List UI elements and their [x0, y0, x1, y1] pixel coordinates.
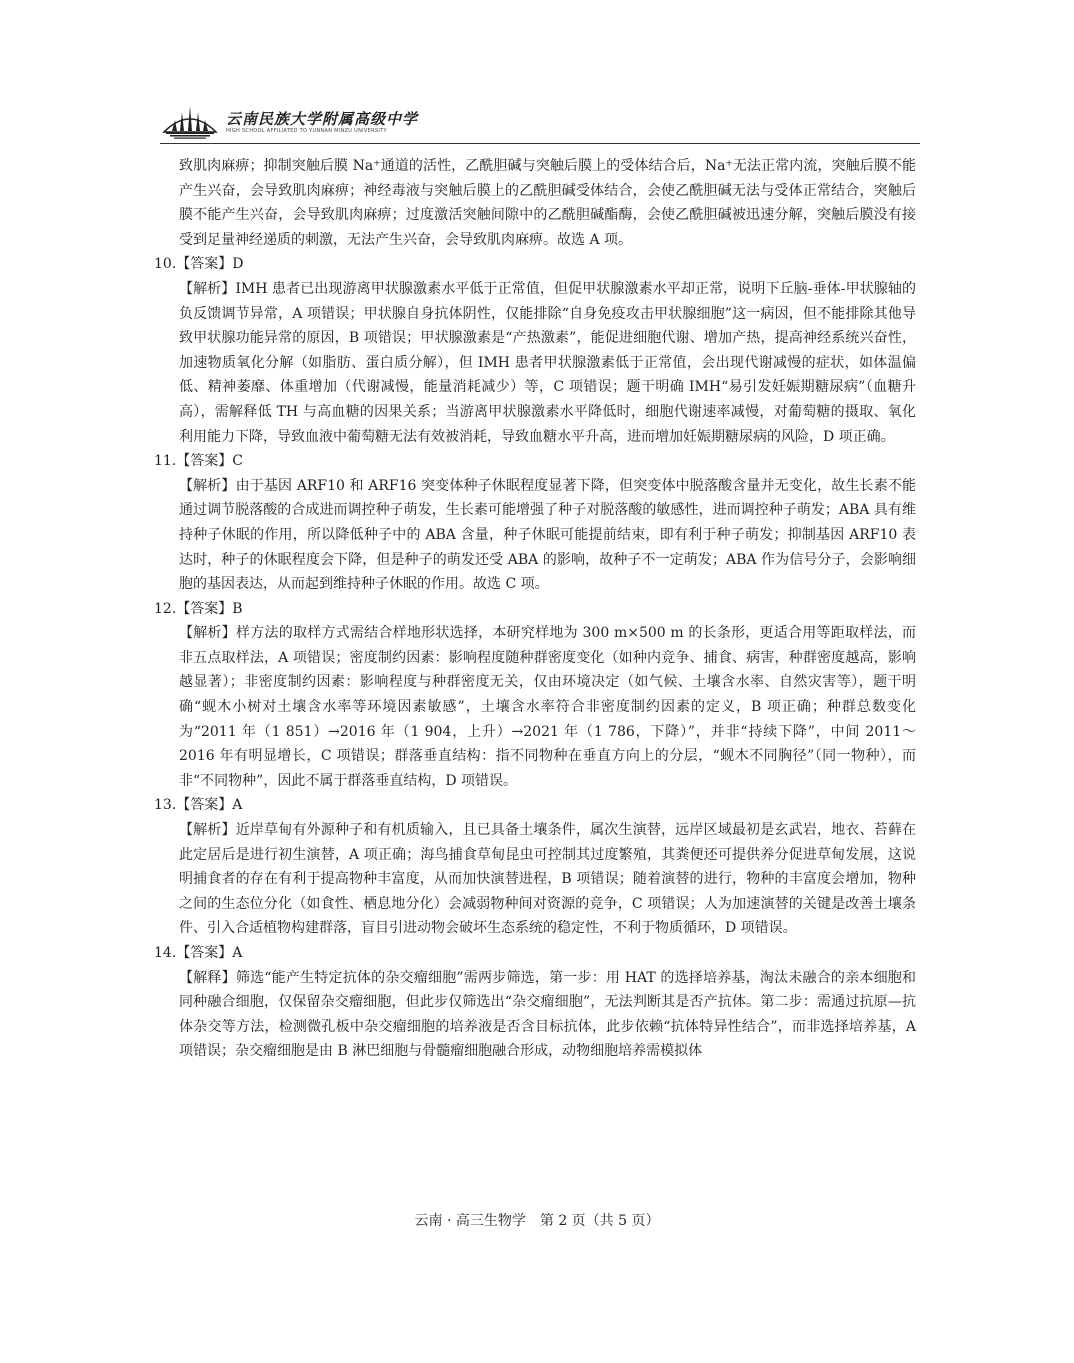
school-name: 云南民族大学附属高级中学 [226, 110, 419, 128]
q14-answer: 14.【答案】A [154, 945, 243, 961]
school-name-english: HIGH SCHOOL AFFILIATED TO YUNNAN MINZU UNIVERSITY [226, 128, 387, 134]
q12-answer: 12.【答案】B [154, 600, 243, 617]
q11-analysis: 【解析】由于基因 ARF10 和 ARF16 突变体种子休眠程度显著下降，但突变体中脱落酸含量并无变化，故生长素不能通过调节脱落酸的合成进而调控种子萌发，生长素可能增强了种子对脱落酸的敏感性，进而调控种子萌发；ABA 具有维持种子休眠的作用，所以降低种子中的 ABA 含量，种子休眠可能提前结束，即有利于种子萌发；抑制基因 ARF10 表达时，种子的休眠程度会下降，但是种子的萌发还受 ABA 的影响，故种子不一定萌发；ABA 作为信号分子，会影响细胞的基因表达，从而起到维持种子休眠的作用。故选 C 项。 [179, 477, 916, 593]
header-rule [160, 143, 920, 144]
q9-analysis-continuation: 致肌肉麻痹；抑制突触后膜 Na⁺通道的活性，乙酰胆碱与突触后膜上的受体结合后，Na⁺无法正常内流，突触后膜不能产生兴奋，会导致肌肉麻痹；神经毒液与突触后膜上的乙酰胆碱受体结合，会使乙酰胆碱无法与受体正常结合，突触后膜不能产生兴奋，会导致肌肉麻痹；过度激活突触间隙中的乙酰胆碱酯酶，会使乙酰胆碱被迅速分解，突触后膜没有接受到足量神经递质的刺激，无法产生兴奋，会导致肌肉麻痹。故选 A 项。 [179, 158, 916, 248]
q14-analysis: 【解释】筛选“能产生特定抗体的杂交瘤细胞”需两步筛选，第一步：用 HAT 的选择培养基，淘汰未融合的亲本细胞和同种融合细胞，仅保留杂交瘤细胞，但此步仅筛选出“杂交瘤细胞”，无法判断其是否产抗体。第二步：需通过抗原—抗体杂交等方法，检测微孔板中杂交瘤细胞的培养液是否含目标抗体，此步依赖“抗体特异性结合”，而非选择培养基，A 项错误；杂交瘤细胞是由 B 淋巴细胞与骨髓瘤细胞融合形成，动物细胞培养需模拟体 [179, 969, 916, 1060]
answer-content [154, 154, 916, 1064]
school-logo-icon [160, 102, 220, 140]
q10-answer: 10.【答案】D [154, 256, 244, 273]
q13-answer: 13.【答案】A [154, 797, 243, 814]
page-header [160, 98, 920, 142]
page-footer: 云南 · 高三生物学 第 2 页（共 5 页） [414, 1213, 660, 1229]
q10-analysis: 【解析】IMH 患者已出现游离甲状腺激素水平低于正常值，但促甲状腺激素水平却正常，说明下丘脑-垂体-甲状腺轴的负反馈调节异常，A 项错误；甲状腺自身抗体阴性，仅能排除“自身免疫攻击甲状腺细胞”这一病因，但不能排除其他导致甲状腺功能异常的原因，B 项错误；甲状腺激素是“产热激素”，能促进细胞代谢、增加产热，提高神经系统兴奋性，加速物质氧化分解（如脂肪、蛋白质分解），但 IMH 患者甲状腺激素低于正常值，会出现代谢减慢的症状，如体温偏低、精神萎靡、体重增加（代谢减慢，能量消耗减少）等，C 项错误；题干明确 IMH“易引发妊娠期糖尿病”（血糖升高），需解释低 TH 与高血糖的因果关系；当游离甲状腺激素水平降低时，细胞代谢速率减慢，对葡萄糖的摄取、氧化利用能力下降，导致血液中葡萄糖无法有效被消耗，导致血糖水平升高，进而增加妊娠期糖尿病的风险，D 项正确。 [179, 280, 916, 445]
q11-answer: 11.【答案】C [154, 453, 243, 470]
q13-analysis: 【解析】近岸草甸有外源种子和有机质输入，且已具备土壤条件，属次生演替，远岸区域最初是玄武岩，地衣、苔藓在此定居后是进行初生演替，A 项正确；海鸟捕食草甸昆虫可控制其过度繁殖，其粪便还可提供养分促进草甸发展，这说明捕食者的存在有利于提高物种丰富度，从而加快演替进程，B 项错误；随着演替的进行，物种的丰富度会增加，物种之间的生态位分化（如食性、栖息地分化）会减弱物种间对资源的竞争，C 项错误；人为加速演替的关键是改善土壤条件、引入合适植物构建群落，盲目引进动物会破坏生态系统的稳定性，不利于物质循环，D 项错误。 [179, 822, 916, 937]
q12-analysis: 【解析】样方法的取样方式需结合样地形状选择，本研究样地为 300 m×500 m 的长条形，更适合用等距取样法，而非五点取样法，A 项错误；密度制约因素：影响程度随种群密度变化（如种内竞争、捕食、病害，种群密度越高，影响越显著）；非密度制约因素：影响程度与种群密度无关，仅由环境决定（如气候、土壤含水率、自然灾害等），题干明确“蚬木小树对土壤含水率等环境因素敏感”，土壤含水率符合非密度制约因素的定义，B 项正确；种群总数变化为“2011 年（1 851）→2016 年（1 904，上升）→2021 年（1 786，下降）”，并非“持续下降”，中间 2011～2016 年有明显增长，C 项错误；群落垂直结构：指不同物种在垂直方向上的分层，“蚬木不同胸径”（同一物种），而非“不同物种”，因此不属于群落垂直结构，D 项错误。 [179, 625, 916, 789]
